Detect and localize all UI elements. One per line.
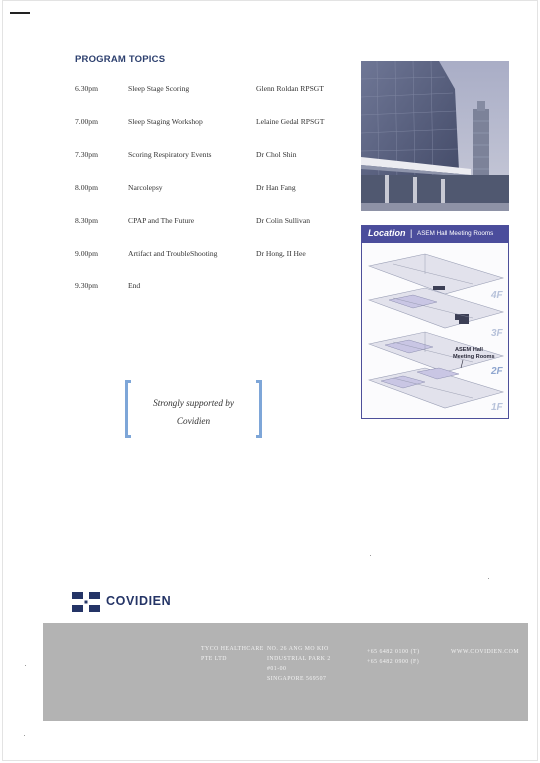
session-topic: Sleep Staging Workshop <box>128 117 203 126</box>
right-bracket <box>256 380 262 438</box>
session-topic: Narcolepsy <box>128 183 163 192</box>
session-speaker: Dr Chol Shin <box>256 150 297 159</box>
company-line-1: TYCO HEALTHCARE <box>201 646 264 652</box>
logo-wordmark: COVIDIEN <box>106 594 172 608</box>
support-text <box>135 394 252 430</box>
phone-line-2: +65 6482 0900 (F) <box>367 659 420 665</box>
footer-phone <box>367 647 420 667</box>
location-header <box>362 226 508 243</box>
phone-line-1: +65 6482 0100 (T) <box>367 649 420 655</box>
session-speaker: Dr Hong, II Hee <box>256 249 306 258</box>
left-bracket <box>125 380 131 438</box>
company-line-2: PTE LTD <box>201 656 227 662</box>
floor-label-1f: 1F <box>491 402 503 413</box>
session-topic: Sleep Stage Scoring <box>128 84 190 93</box>
address-line-3: #01-00 <box>267 666 287 672</box>
footer-website[interactable]: WWW.COVIDIEN.COM <box>451 649 520 655</box>
location-title: Location <box>368 228 406 238</box>
session-time: 9.00pm <box>75 249 98 258</box>
session-time: 8.30pm <box>75 216 98 225</box>
scan-speck <box>24 735 25 736</box>
callout-line-2: Meeting Rooms <box>453 354 495 360</box>
corner-mark <box>10 12 30 14</box>
floor-label-4f: 4F <box>491 290 503 301</box>
session-speaker: Dr Han Fang <box>256 183 296 192</box>
session-speaker: Glenn Roldan RPSGT <box>256 84 324 93</box>
footer-address <box>267 644 331 684</box>
address-line-1: NO. 26 ANG MO KIO <box>267 646 329 652</box>
session-speaker: Lelaine Gedal RPSGT <box>256 117 325 126</box>
session-time: 8.00pm <box>75 183 98 192</box>
session-time: 7.00pm <box>75 117 98 126</box>
floor-label-3f: 3F <box>491 328 503 339</box>
program-topics-heading: PROGRAM TOPICS <box>75 54 166 65</box>
callout-line-1: ASEM Hall <box>455 347 483 353</box>
location-separator: | <box>410 228 413 238</box>
location-map-panel <box>361 225 509 419</box>
support-callout <box>125 380 262 438</box>
support-line-2: Covidien <box>176 416 211 426</box>
address-line-2: INDUSTRIAL PARK 2 <box>267 656 331 662</box>
session-time: 9.30pm <box>75 281 98 290</box>
support-line-1: Strongly supported by <box>153 398 234 408</box>
scan-speck <box>370 555 371 556</box>
footer-band <box>43 623 528 721</box>
session-topic: CPAP and The Future <box>128 216 195 225</box>
session-time: 7.30pm <box>75 150 98 159</box>
session-topic: Artifact and TroubleShooting <box>128 249 218 258</box>
session-time: 6.30pm <box>75 84 98 93</box>
location-subtitle: ASEM Hall Meeting Rooms <box>417 230 494 237</box>
venue-photo <box>361 61 509 211</box>
address-line-4: SINGAPORE 569507 <box>267 676 327 682</box>
session-topic: Scoring Respiratory Events <box>128 150 212 159</box>
scan-speck <box>488 578 489 579</box>
session-speaker: Dr Colin Sullivan <box>256 216 311 225</box>
session-topic: End <box>128 281 141 290</box>
covidien-cross-icon <box>72 592 100 612</box>
footer-company <box>201 644 264 664</box>
floor-plan-diagram <box>363 244 509 418</box>
floor-label-2f: 2F <box>491 366 503 377</box>
scan-speck <box>25 665 26 666</box>
